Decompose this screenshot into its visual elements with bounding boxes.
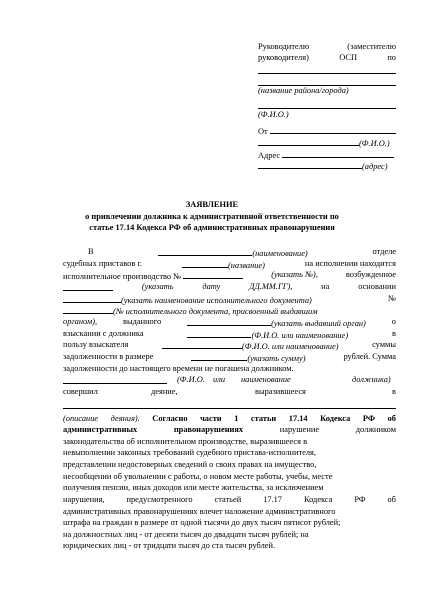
header-word: по [387,53,396,62]
body-word: пользу взыскателя [63,340,129,349]
body-word: нарушение [279,425,320,434]
body-word: РФ [354,495,366,504]
body-line-4 [63,281,396,292]
body-word: об [387,414,396,423]
body-word: совершил [63,387,98,396]
body-word: должника) [352,375,391,384]
body-word: об [387,495,396,504]
body-word: Кодекса [320,414,351,423]
from-label: От [258,127,268,136]
body-line-23: штрафа на граждан в размере от одной тысячи до двух тысяч пятисот рублей; [63,518,341,527]
body-word: предусмотренного [126,495,193,504]
body-word: (указать №), [271,270,318,279]
body-line-11: задолженности до настоящего времени не погашена должником. [63,364,294,373]
body-word: основании [358,282,396,291]
body-word: (название) [227,261,265,270]
body-word: выданного [123,317,162,326]
body-word: (описание [63,414,99,423]
body-line-17: невыполнении законных требований судебного пристава-исполнителя, [63,448,316,457]
header-word: ОСП [339,53,357,62]
body-word: Согласно [152,414,188,423]
address-label: Адрес [258,151,281,160]
document-title: ЗАЯВЛЕНИЕ [185,200,239,209]
body-line-16: законодательства об исполнительном производстве, выразившееся в [63,437,308,446]
body-word: на исполнении находится [304,259,396,268]
body-word: ДД.ММ.ГГ), [249,282,293,291]
applicant-fio-caption: (Ф.И.О.) [359,139,390,148]
body-word: в [392,387,396,396]
body-line-13 [63,386,396,397]
body-line-14 [63,413,396,424]
body-word: исполнительное производство № [63,272,182,281]
body-word: (Ф.И.О. или наименование) [251,331,349,340]
body-line-20: получения пенсии, иных доходов или месте жительства, за исключением [63,483,324,492]
body-word: должником [355,425,396,434]
body-word: 17.14 [288,414,308,423]
body-word: Кодекса [303,495,333,504]
title-line-2: о привлечении должника к административной ответственности по [85,212,339,221]
body-word: (наименование) [252,249,308,258]
body-blank-line [63,399,396,412]
body-word: органом), [63,317,98,326]
body-word: (указать выдавший орган) [271,319,366,328]
body-word: на [321,282,330,291]
body-word: (Ф.И.О. или наименование) [241,342,339,351]
body-word: В [88,247,94,256]
body-word: нарушения, [63,495,105,504]
body-word: судебных приставов г. [63,259,142,268]
address-caption-line [258,159,388,172]
body-line-25: юридических лиц - от тридцати тысяч до ста тысяч рублей. [63,541,276,550]
body-word: (указать наименование исполнительного документа) [121,296,312,305]
district-caption: (название района/города) [258,86,349,95]
body-word: возбужденное [345,270,396,279]
body-line-21 [63,494,396,505]
body-word: 17.17 [263,495,282,504]
body-word: наименование [241,375,291,384]
fio-caption: (Ф.И.О.) [258,110,289,119]
body-word: части [200,414,222,423]
body-word: деяние, [151,387,178,396]
body-word: задолженности в размере [63,352,154,361]
header-word: Руководителю [258,42,310,51]
body-word: о [391,317,396,326]
body-line-19: несообщении об увольнении с работы, о новом месте работы, учебы, месте [63,472,333,481]
body-line-22: административных правонарушениях влечет наложение административного [63,507,336,516]
body-word: статьи [250,414,277,423]
body-word: суммы [372,340,396,349]
body-word: или [213,375,226,384]
body-word: (№ исполнительного документа, присвоенный выдавшим [113,307,318,316]
body-word: рублей. Сумма [343,352,396,361]
header-word: (заместителю [347,42,396,51]
address-caption: (адрес) [362,162,388,171]
header-word: руководителя) [258,53,309,62]
body-word: РФ [362,414,376,423]
body-word: № [388,294,396,303]
body-word: статьей [214,495,242,504]
body-line-18: представлении недостоверных сведений о своих правах на имущество, [63,460,317,469]
body-line-24: на должностных лиц - от десяти тысяч до двадцати тысяч рублей; на [63,530,309,539]
body-word: правонарушениях [173,425,244,434]
body-word: (указать [141,282,174,291]
body-word: отделе [372,247,396,256]
body-word: в [392,329,396,338]
body-word: выразившееся [255,387,306,396]
header-line-1 [258,41,396,52]
body-word: дату [202,282,221,291]
header-line-2 [258,52,396,63]
body-line-15 [63,424,396,435]
body-word: 1 [234,414,239,423]
body-word: взыскании с должника [63,329,144,338]
body-word: деяния). [110,414,140,423]
body-word: (Ф.И.О. [177,375,205,384]
title-line-3: статье 17.14 Кодекса РФ об административных правонарушения [89,223,335,232]
body-word: (указать сумму) [247,354,306,363]
body-word: административных [63,425,138,434]
